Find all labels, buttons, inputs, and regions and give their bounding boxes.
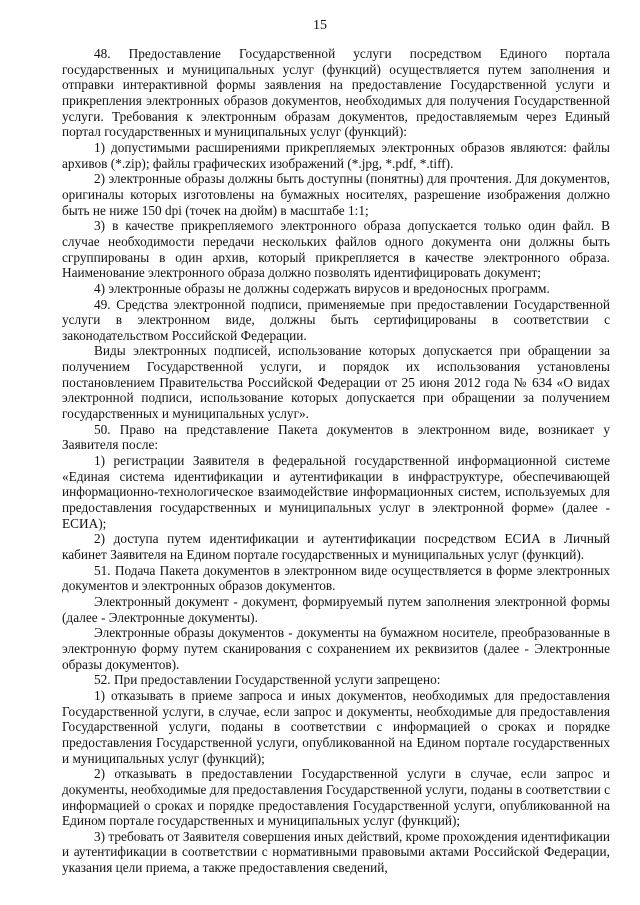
- paragraph-52-item-2: 2) отказывать в предоставлении Государственной услуги в случае, если запрос и документы, необходимые для предоставления Государственной услуги, поданы в соответствии с информацией о сроках и порядке предоставления Государственной услуги, опубликованной на Едином портале государственных и муниципальных услуг (функций);: [62, 766, 610, 829]
- paragraph-48-item-2: 2) электронные образы должны быть доступны (понятны) для прочтения. Для документов, оригиналы которых изготовлены на бумажных носителях, разрешение изображения должно быть не ниже 150 dpi (точек на дюйм) в масштабе 1:1;: [62, 171, 610, 218]
- paragraph-50-item-1: 1) регистрации Заявителя в федеральной государственной информационной системе «Единая система идентификации и аутентификации в инфраструктуре, обеспечивающей информационно-технологическое взаимодействие информационных систем, используемых для предоставления государственных и муниципальных услуг в электронной форме» (далее - ЕСИА);: [62, 453, 610, 531]
- paragraph-50: 50. Право на представление Пакета документов в электронном виде, возникает у Заявителя после:: [62, 421, 610, 453]
- paragraph-49: 49. Средства электронной подписи, применяемые при предоставлении Государственной услуги в электронном виде, должны быть сертифицированы в соответствии с законодательством Российской Федерации.: [62, 296, 610, 343]
- paragraph-51: 51. Подача Пакета документов в электронном виде осуществляется в форме электронных документов и электронных образов документов.: [62, 562, 610, 594]
- document-body: [62, 46, 610, 876]
- paragraph-48-item-1: 1) допустимыми расширениями прикрепляемых электронных образов являются: файлы архивов (*.zip); файлы графических изображений (*.jpg, *.pdf, *.tiff).: [62, 139, 610, 171]
- paragraph-52: 52. При предоставлении Государственной услуги запрещено:: [94, 672, 441, 688]
- paragraph-52-item-3: 3) требовать от Заявителя совершения иных действий, кроме прохождения идентификации и аутентификации в соответствии с нормативными правовыми актами Российской Федерации, указания цели приема, а также предоставления сведений,: [62, 828, 610, 876]
- page-number: 15: [313, 18, 327, 33]
- paragraph-48-item-4: 4) электронные образы не должны содержать вирусов и вредоносных программ.: [94, 280, 550, 296]
- paragraph-52-item-1: 1) отказывать в приеме запроса и иных документов, необходимых для предоставления Государственной услуги, в случае, если запрос и документы, необходимые для предоставления Государственной услуги, поданы в соответствии с информацией о сроках и порядке предоставления Государственной услуги, опубликованной на Едином портале государственных и муниципальных услуг (функций);: [62, 687, 610, 766]
- paragraph-48: 48. Предоставление Государственной услуги посредством Единого портала государственных и муниципальных услуг (функций) осуществляется путем заполнения и отправки интерактивной формы заявления на предоставление Государственной услуги и прикрепления электронных образов документов, необходимых для получения Государственной услуги. Требования к электронным образам документов, предоставляемым через Единый портал государственных и муниципальных услуг (функций):: [62, 46, 610, 140]
- paragraph-49-signature-types: Виды электронных подписей, использование которых допускается при обращении за получением Государственной услуги, и порядок их использования установлены постановлением Правительства Российской Федерации от 25 июня 2012 года № 634 «О видах электронной подписи, использование которых допускается при обращении за получением государственных и муниципальных услуг».: [62, 343, 610, 422]
- paragraph-51-electronic-images: Электронные образы документов - документы на бумажном носителе, преобразованные в электронную форму путем сканирования с сохранением их реквизитов (далее - Электронные образы документов).: [62, 625, 610, 672]
- paragraph-50-item-2: 2) доступа путем идентификации и аутентификации посредством ЕСИА в Личный кабинет Заявителя на Едином портале государственных и муниципальных услуг (функций).: [62, 531, 610, 562]
- paragraph-48-item-3: 3) в качестве прикрепляемого электронного образа допускается только один файл. В случае необходимости передачи нескольких файлов одного документа они должны быть сгруппированы в один архив, который прикрепляется в качестве электронного образа. Наименование электронного образа должно позволять идентифицировать документ;: [62, 218, 610, 281]
- paragraph-51-electronic-document: Электронный документ - документ, формируемый путем заполнения электронной формы (далее - Электронные документы).: [62, 593, 610, 625]
